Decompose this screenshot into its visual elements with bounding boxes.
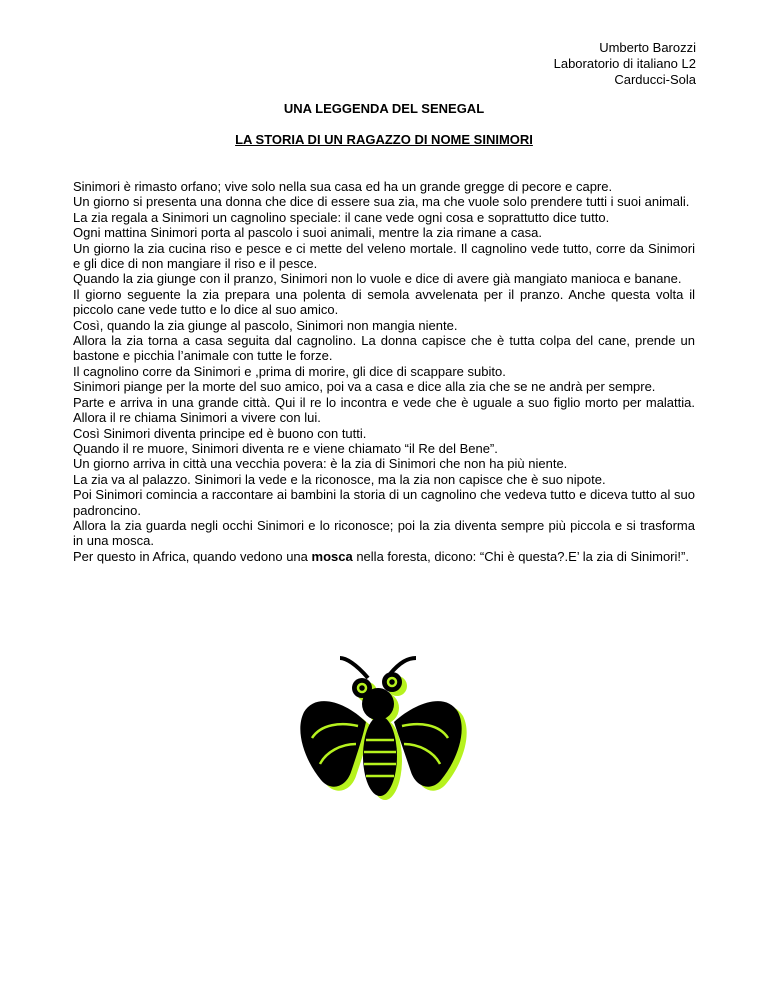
story-paragraph: Quando il re muore, Sinimori diventa re e viene chiamato “il Re del Bene”. — [73, 440, 498, 456]
story-paragraph: La zia va al palazzo. Sinimori la vede e la riconosce, ma la zia non capisce che è suo nipote. — [73, 471, 606, 487]
story-paragraph: Sinimori è rimasto orfano; vive solo nella sua casa ed ha un grande gregge di pecore e capre. — [73, 179, 613, 194]
story-paragraph: Parte e arriva in una grande città. Qui il re lo incontra e vede che è uguale a suo figlio morto per malattia. Allora il re chiama Sinimori a vivere con lui. — [73, 394, 695, 426]
fly-icon — [296, 652, 472, 824]
final-text-start: Per questo in Africa, quando vedono una — [73, 548, 312, 564]
story-paragraph: Un giorno arriva in città una vecchia povera: è la zia di Sinimori che non ha più niente. — [73, 456, 568, 472]
story-paragraph: Sinimori piange per la morte del suo amico, poi va a casa e dice alla zia che se ne andrà per sempre. — [73, 379, 656, 395]
story-paragraph: Un giorno la zia cucina riso e pesce e ci mette del veleno mortale. Il cagnolino vede tutto, corre da Sinimori e gli dice di non mangiare il riso e il pesce. — [73, 240, 695, 272]
story-paragraph: Il giorno seguente la zia prepara una polenta di semola avvelenata per il pranzo. Anche questa volta il piccolo cane vede tutto e lo dice al suo amico. — [73, 286, 695, 318]
story-paragraph: Così, quando la zia giunge al pascolo, Sinimori non mangia niente. — [73, 317, 458, 333]
story-paragraph: Poi Sinimori comincia a raccontare ai bambini la storia di un cagnolino che vedeva tutto e diceva tutto al suo padroncino. — [73, 487, 695, 518]
document-header — [554, 40, 696, 88]
document-subtitle: LA STORIA DI UN RAGAZZO DI NOME SINIMORI — [235, 132, 533, 147]
keyword-mosca: mosca — [311, 548, 353, 564]
author-name: Umberto Barozzi — [599, 40, 696, 55]
story-paragraph: Quando la zia giunge con il pranzo, Sinimori non lo vuole e dice di avere già mangiato manioca e banane. — [73, 271, 682, 287]
story-paragraph: Allora la zia guarda negli occhi Sinimori e lo riconosce; poi la zia diventa sempre più piccola e si trasforma in una mosca. — [73, 517, 695, 549]
story-paragraph: Un giorno si presenta una donna che dice di essere sua zia, ma che vuole solo prendere tutti i suoi animali. — [73, 194, 690, 210]
story-paragraph: Così Sinimori diventa principe ed è buono con tutti. — [73, 425, 367, 441]
story-paragraph: Il cagnolino corre da Sinimori e ,prima di morire, gli dice di scappare subito. — [73, 363, 506, 379]
story-body — [73, 179, 695, 564]
document-title: UNA LEGGENDA DEL SENEGAL — [283, 101, 485, 116]
school-name: Carducci-Sola — [614, 72, 696, 87]
story-paragraph: Allora la zia torna a casa seguita dal cagnolino. La donna capisce che è tutta colpa del cane, prende un bastone e picchia l’animale con tutte le forze. — [73, 333, 695, 364]
story-final-paragraph — [73, 549, 695, 564]
story-paragraph: La zia regala a Sinimori un cagnolino speciale: il cane vede ogni cosa e soprattutto dice tutto. — [73, 209, 610, 225]
course-name: Laboratorio di italiano L2 — [553, 56, 696, 71]
final-text-end: nella foresta, dicono: “Chi è questa?.E’ la zia di Sinimori!”. — [352, 548, 689, 564]
story-paragraph: Ogni mattina Sinimori porta al pascolo i suoi animali, mentre la zia rimane a casa. — [73, 225, 542, 241]
